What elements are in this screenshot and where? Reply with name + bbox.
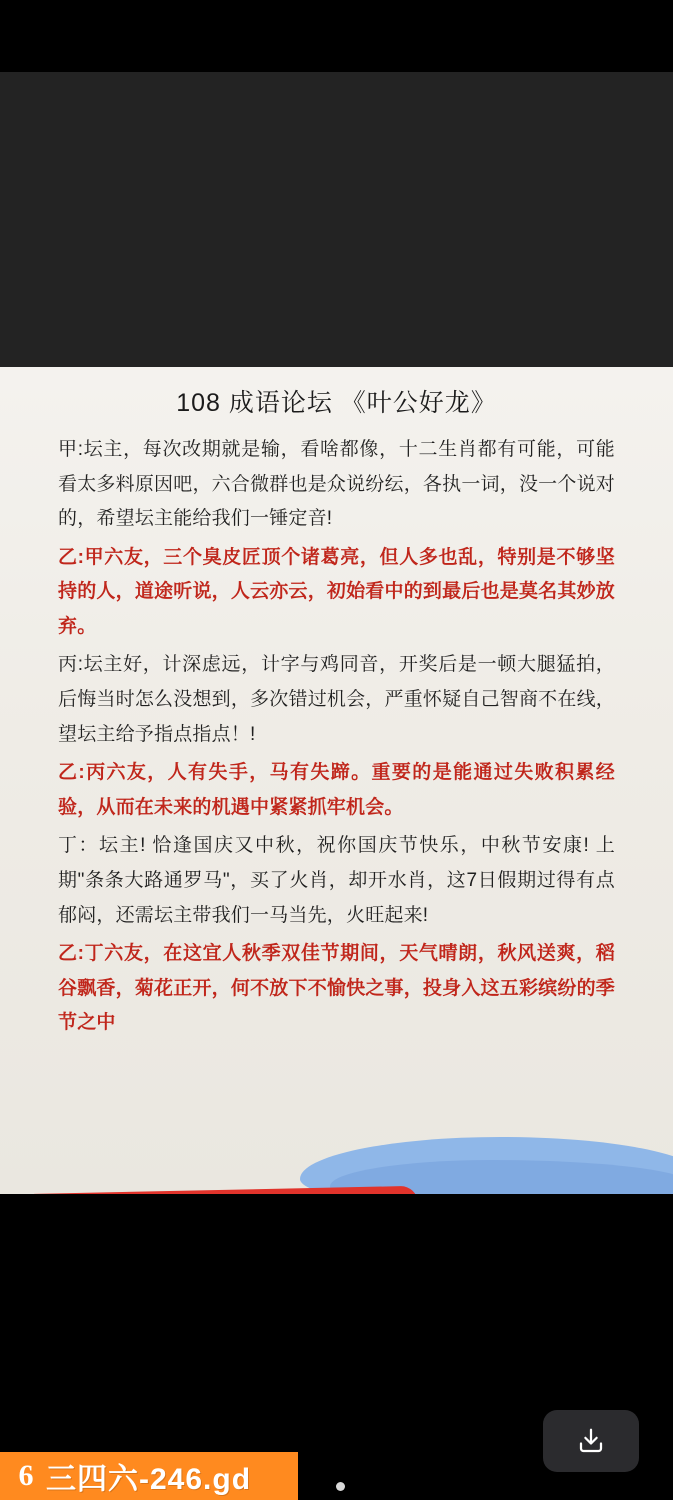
paragraph-5: 丁：坛主! 恰逢国庆又中秋，祝你国庆节快乐，中秋节安康! 上期"条条大路通罗马"，买了火肖，却开水肖，这7日假期过得有点郁闷，还需坛主带我们一马当先，火旺起来!	[58, 835, 615, 926]
viewed-image[interactable]	[0, 367, 673, 1195]
document-content	[0, 375, 673, 1045]
paragraph-4: 乙:丙六友，人有失手，马有失蹄。重要的是能通过失败积累经验，从而在未来的机遇中紧紧抓牢机会。	[58, 762, 615, 818]
status-bar-area	[0, 0, 673, 72]
download-icon	[576, 1426, 606, 1456]
paragraph-2: 乙:甲六友，三个臭皮匠顶个诸葛亮，但人多也乱，特别是不够坚持的人，道途听说，人云亦云，初始看中的到最后也是莫名其妙放弃。	[58, 546, 615, 637]
watermark-logo: 6	[6, 1456, 46, 1496]
document-title: 108 成语论坛 《叶公好龙》	[176, 389, 497, 417]
paragraph-3: 丙:坛主好，计深虑远，计字与鸡同音，开奖后是一顿大腿猛拍，后悔当时怎么没想到，多次错过机会，严重怀疑自己智商不在线，望坛主给予指点指点！!	[58, 654, 615, 745]
home-indicator-dot	[336, 1482, 345, 1491]
download-button[interactable]	[543, 1410, 639, 1472]
watermark-text: 三四六-246.gd	[46, 1463, 252, 1496]
watermark-banner	[0, 1452, 298, 1500]
paragraph-6: 乙:丁六友，在这宜人秋季双佳节期间，天气晴朗，秋风送爽，稻谷飘香，菊花正开，何不放下不愉快之事，投身入这五彩缤纷的季节之中	[58, 943, 615, 1034]
paragraph-1: 甲:坛主，每次改期就是输，看啥都像，十二生肖都有可能，可能看太多料原因吧，六合微群也是众说纷纭，各执一词，没一个说对的，希望坛主能给我们一锤定音!	[58, 439, 615, 530]
